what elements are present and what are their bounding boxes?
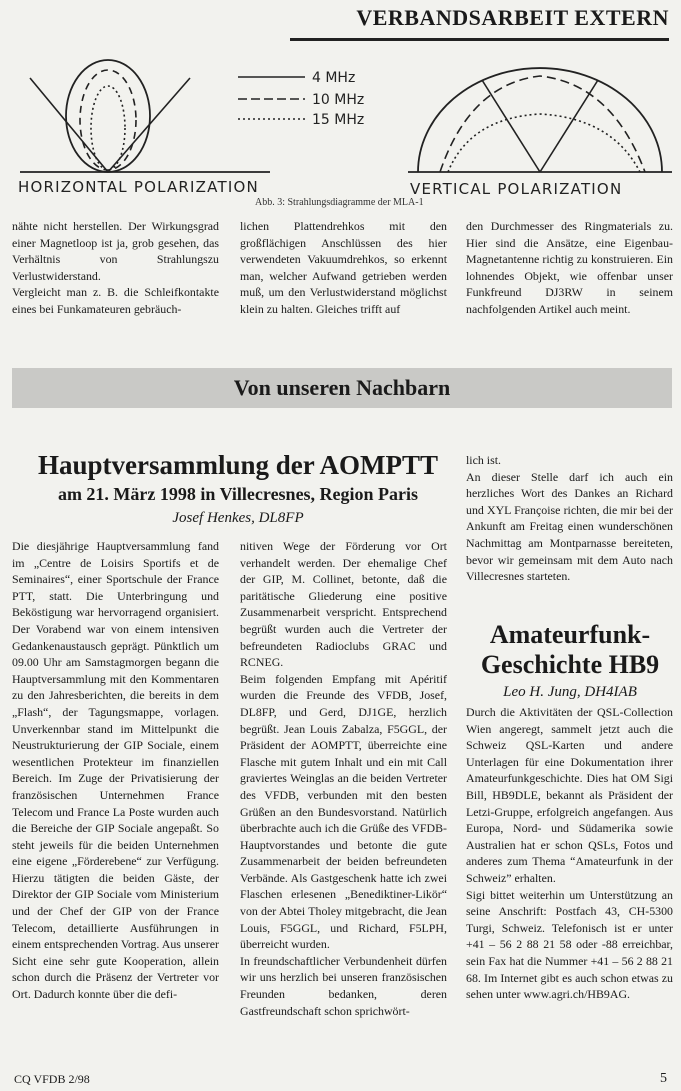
section-band (12, 368, 672, 408)
legend-15mhz: 15 MHz (312, 112, 365, 128)
article1-title: Hauptversammlung der AOMPTT (37, 450, 439, 480)
article1-col1: Die diesjährige Hauptversammlung fand im „Centre de Loisirs Sportifs et de Seminaires“, einer Sportschule der France PTT, statt. Die Unterbringung und Beköstigung war hervorragend organisiert. Der Vorabend war von einem intensiven Gedankenaustausch geprägt. Pünktlich um 09.00 Uhr am Samstagmorgen begann die Hauptversammlung mit den Kommentaren zu den Jahresberichten, die bereits in dem „Flash“, der Tagungsmappe, vorlagen. Unverkennbar stand im Mittelpunkt die Neustrukturierung der GIP Sociale, einem wesentlichen Protekteur im finanziellen Bereich. Im Zuge der Privatisierung der französischen Unternehmen France Telecom und France La Poste wurden auch die Bereiche der GIP Sociale angepaßt. So steht jeweils für die beiden Unternehmen eine eigene „Förderebene“ zur Verfügung. Hierzu tätigten die beiden Gäste, der Direktor der GIP Sociale vom Ministerium und der Chef der GIP von der France Telecom, detaillierte Ausführungen in einem entsprechenden Vortrag. Aus unserer Sicht eine sehr gute Kooperation, allein schon durch die Präsenz der Vertreter vor Ort. Dadurch konnte über die defi- (12, 539, 219, 1002)
article1-col3: lich ist. An dieser Stelle darf ich auch ein herzliches Wort des Dankes an Richard und XYL Françoise richten, die mir bei der Ankunft am Freitag einen wunderschönen Nachmittag am Montparnasse bereiteten, bevor wir gemeinsam mit dem Auto nach Villecresnes starteten. (466, 453, 673, 584)
vertical-label: VERTICAL POLARIZATION (410, 180, 623, 198)
radiation-pattern-figure (0, 44, 681, 204)
page-number: 5 (660, 1071, 667, 1086)
article1-col2: nitiven Wege der Förderung vor Ort verhandelt werden. Der ehemalige Chef der GIP, M. Collinet, betonte, daß die paritätische Gliederung eine positive Zusammenarbeit verspricht. Entsprechend begrüßt wurden auch die Vertreter der befreundeten Radioclubs GRAC und RCNEG. Beim folgenden Empfang mit Apéritif wurden die Freunde des VFDB, Josef, DL8FP, und Gerd, DJ1GE, herzlich begrüßt. Jean Louis Zabalza, F5GGL, der Präsident der AOMPTT, überreichte eine Flasche mit gutem Inhalt und ein mit Call graviertes Weinglas an die beiden Vertreter des VFDB, verbunden mit den besten Grüßen an den Bundesvorstand. Natürlich überbrachte auch ich die Grüße des VFDB-Hauptvorstandes und betonte die gute Zusammenarbeit der beiden befreundeten Verbände. Als Gastgeschenk hatte ich zwei Flaschen erlesenen „Benediktiner-Likör“ von der Abtei Tholey mitgebracht, die Jean Louis, F5GGL, und Richard, F5LPH, überreicht wurden. In freundschaftlicher Verbundenheit dürfen wir uns herzlich bei unseren französischen Freunden bedanken, deren Gastfreundschaft schon sprichwört- (240, 539, 447, 1018)
header-title: VERBANDSARBEIT EXTERN (356, 5, 669, 30)
legend-4mhz: 4 MHz (312, 70, 356, 86)
footer-issue: CQ VFDB 2/98 (14, 1072, 90, 1086)
horizontal-label: HORIZONTAL POLARIZATION (18, 178, 259, 196)
legend-10mhz: 10 MHz (312, 92, 365, 108)
top-article-col2: lichen Plattendrehkos mit den großflächigen Anschlüssen des hier verwendeten Vakuumdrehkos, so erkennt man, welcher Aufwand getrieben werden muß, um den Verlustwiderstand möglichst klein zu halten. Gleiches trifft auf (240, 219, 447, 316)
vertical-pattern (408, 68, 672, 172)
top-article-col1: nähte nicht herstellen. Der Wirkungsgrad einer Magnetloop ist ja, grob gesehen, das Verhältnis von Strahlungszu Verlustwiderstand. Vergleicht man z. B. die Schleifkontakte eines bei Funkamateuren gebräuch- (12, 219, 219, 316)
article1-subtitle: am 21. März 1998 in Villecresnes, Region Paris (57, 484, 419, 504)
article2-author: Leo H. Jung, DH4IAB (503, 684, 637, 700)
article1-author: Josef Henkes, DL8FP (172, 510, 304, 526)
horizontal-pattern (20, 60, 270, 172)
article2-body: Durch die Aktivitäten der QSL-Collection Wien angeregt, sammelt jetzt auch die Schweiz QSL-Karten und andere Unterlagen für eine Dokumentation ihrer Amateurfunkgeschichte. Dies hat OM Sigi Bill, HB9DLE, bekannt als Präsident der Letzi-Gruppe, erfolgreich angefangen. Aus Europa, Nord- und Südamerika sowie Australien hat er schon QSLs, Fotos und anderes zum Thema “Amateurfunk in der Schweiz” erhalten. Sigi bittet weiterhin um Unterstützung an seine Anschrift: Postfach 43, CH-5300 Turgi, Schweiz. Telefonisch ist er unter +41 – 56 2 88 21 58 oder -88 erreichbar, sein Fax hat die Nummer +41 – 56 2 88 21 68. Im Internet gibt es auch schon etwas zu sehen unter www.agri.ch/HB9AG. (466, 705, 673, 1002)
figure-caption: Abb. 3: Strahlungsdiagramme der MLA-1 (255, 197, 424, 208)
article2-title: Amateurfunk-Geschichte HB9 (480, 620, 660, 679)
top-article-col3: den Durchmesser des Ringmaterials zu. Hier sind die Ansätze, eine Eigenbau-Magnetantenne richtig zu konstruieren. Ein lohnendes Objekt, wie offenbar unser Funkfreund DJ3RW in seinem nachfolgenden Artikel auch meint. (466, 219, 673, 316)
section-title: Von unseren Nachbarn (233, 375, 451, 400)
legend (238, 77, 305, 119)
page-header (290, 0, 669, 41)
